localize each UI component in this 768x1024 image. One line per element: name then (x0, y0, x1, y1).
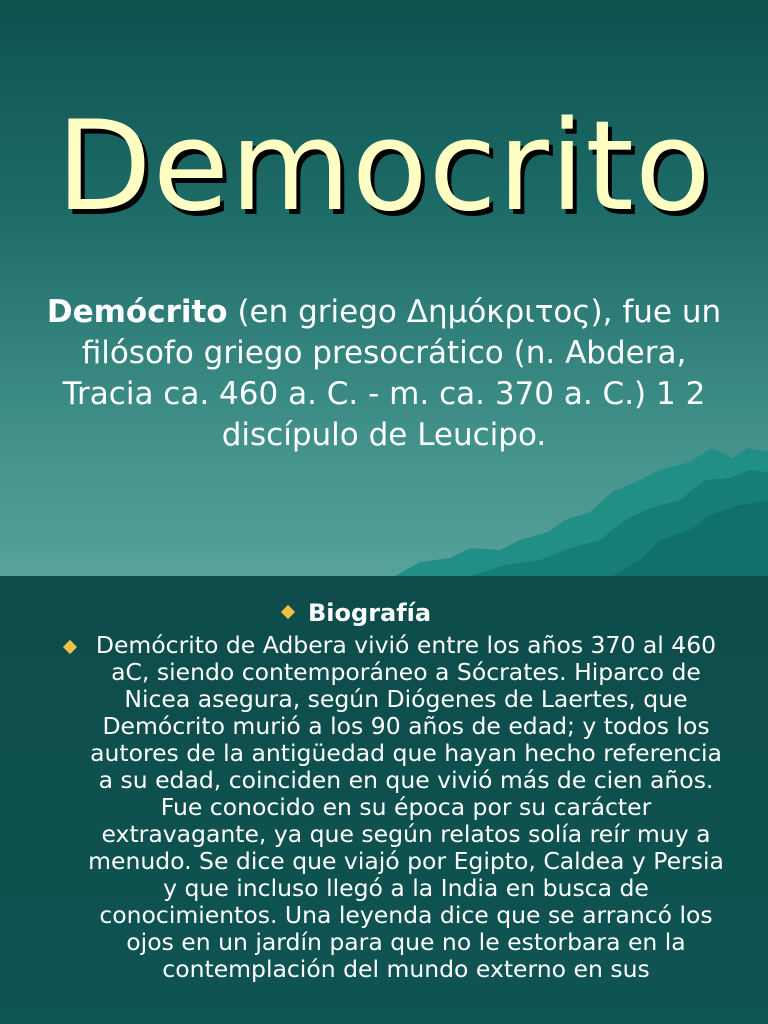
diamond-bullet-icon (281, 605, 295, 619)
intro-bold-name: Demócrito (46, 294, 228, 330)
biography-heading (308, 598, 431, 628)
biography-body: Demócrito de Adbera vivió entre los años 370 al 460 aC, siendo contemporáneo a Sócrates. Hiparco de Nicea asegura, según Diógenes de Laertes, que Demócrito murió a los 90 años de edad; y todos los autores de la antigüedad que hayan hecho referencia a su edad, coinciden en que vivió más de cien años. Fue conocido en su época por su carácter extravagante, ya que según relatos solía reír muy a menudo. Se dice que viajó por Egipto, Caldea y Persia y que incluso llegó a la India en busca de conocimientos. Una leyenda dice que se arrancó los ojos en un jardín para que no le estorbara en la contemplación del mundo externo en sus (88, 631, 724, 983)
intro-text: (en griego Δημόκριτος), fue un filósofo griego presocrático (n. Abdera, Tracia ca. 460 a. C. - m. ca. 370 a. C.) 1 2 discípulo de Leucipo. (62, 294, 722, 453)
intro-paragraph (40, 292, 728, 456)
diamond-bullet-icon (63, 640, 77, 654)
biography-heading-text: Biografía (308, 599, 432, 627)
slide-biography (0, 576, 768, 1024)
slide-title-text: Democrito (56, 95, 712, 239)
